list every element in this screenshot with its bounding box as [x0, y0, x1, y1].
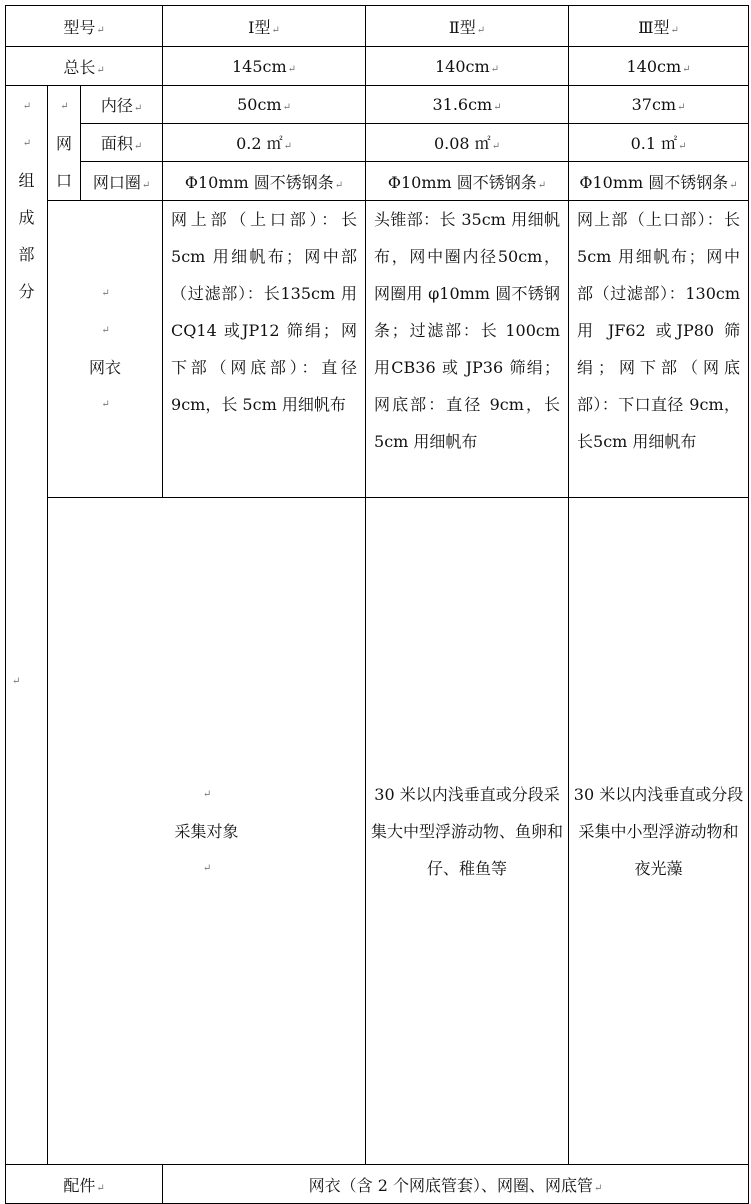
area-row [6, 124, 749, 162]
cell-end-mark: ↵ [537, 179, 547, 191]
cell-end-mark: ↵ [729, 179, 738, 191]
cell-end-mark: ↵ [202, 862, 212, 874]
cell-end-mark: ↵ [202, 788, 212, 800]
inner-diameter-value-1: 50cm [237, 95, 282, 114]
cell-end-mark: ↵ [101, 325, 110, 336]
type-3: Ⅲ型 [638, 17, 670, 37]
target-value-1: 30 米以内浅垂直或分段采集大中型浮游动物、鱼卵和仔、稚鱼等 [371, 784, 564, 878]
cell-end-mark: ↵ [677, 102, 686, 113]
net-body-row [6, 201, 749, 498]
target-value-2: 30 米以内浅垂直或分段采集中小型浮游动物和夜光藻 [573, 784, 744, 878]
mouth-ring-value [163, 162, 366, 201]
cell-end-mark: ↵ [287, 63, 297, 75]
length-value [163, 47, 366, 86]
composition-char: 组 [18, 171, 35, 190]
cell-end-mark: ↵ [282, 102, 291, 113]
cell-end-mark: ↵ [133, 141, 143, 152]
accessories-label: 配件 [63, 1175, 96, 1195]
model-label-cell [6, 6, 163, 47]
header-row [6, 6, 749, 47]
area-value-1: 0.2 ㎡ [236, 134, 283, 153]
length-value [569, 47, 749, 86]
target-label [48, 776, 365, 887]
cell-end-mark: ↵ [493, 102, 502, 113]
type-2-cell [366, 6, 569, 47]
net-body-value-2: 头锥部：长 35cm 用细帆布，网中圈内径50cm，网圈用 φ10mm 圆不锈钢条；过滤部：长 100cm 用CB36 或 JP36 筛绢；网底部：直径 9cm，长5cm 用细帆布 [374, 210, 561, 451]
mouth-char: 网 [55, 133, 72, 153]
cell-end-mark: ↵ [96, 64, 105, 76]
target-value-cell-2 [569, 498, 749, 1165]
paragraph-mark: ↵ [12, 676, 21, 687]
composition-char: 分 [18, 282, 35, 301]
mouth-ring-value [366, 162, 569, 201]
mouth-ring-value-1: Φ10mm 圆不锈钢条 [184, 172, 334, 192]
cell-end-mark: ↵ [682, 63, 691, 75]
mouth-ring-label-cell [81, 162, 163, 201]
mouth-label-cell [48, 86, 81, 201]
net-body-value-cell-2 [366, 201, 569, 498]
inner-diameter-value [163, 86, 366, 124]
length-label: 总长 [63, 57, 96, 77]
net-body-value-cell-1 [163, 201, 366, 498]
cell-end-mark: ↵ [271, 24, 280, 36]
cell-end-mark: ↵ [96, 1182, 105, 1194]
net-body-value-1: 网上部（上口部）：长5cm 用细帆布；网中部（过滤部）：长135cm 用 CQ14 或JP12 筛绢；网下部（网底部）：直径 9cm，长 5cm 用细帆布 [171, 210, 358, 414]
cell-end-mark: ↵ [490, 63, 500, 75]
mouth-char: 口 [55, 170, 72, 190]
area-value-3: 0.1 ㎡ [630, 134, 678, 153]
length-value [366, 47, 569, 86]
area-value [366, 124, 569, 162]
model-label: 型号 [63, 17, 96, 37]
net-body-value-3: 网上部（上口部）：长 5cm 用细帆布；网中部（过滤部）：130cm 用 JF62 或JP80 筛绢；网下部（网底部）：下口直径 9cm，长5cm 用细帆布 [577, 210, 741, 451]
accessories-value-cell [163, 1165, 749, 1204]
type-1-cell [163, 6, 366, 47]
type-2: Ⅱ型 [448, 17, 476, 37]
mouth-ring-value-2: Φ10mm 圆不锈钢条 [387, 172, 537, 192]
spec-table [5, 5, 749, 1204]
cell-end-mark: ↵ [60, 100, 69, 112]
cell-end-mark: ↵ [283, 141, 292, 152]
type-3-cell [569, 6, 749, 47]
target-label-cell [48, 498, 366, 1165]
inner-diameter-value [569, 86, 749, 124]
length-row [6, 47, 749, 86]
accessories-label-cell [6, 1165, 163, 1204]
cell-end-mark: ↵ [678, 141, 687, 152]
inner-diameter-value-2: 31.6cm [432, 95, 493, 114]
cell-end-mark: ↵ [96, 24, 105, 36]
inner-diameter-value [366, 86, 569, 124]
cell-end-mark: ↵ [141, 179, 151, 191]
target-row [6, 498, 749, 1165]
cell-end-mark: ↵ [670, 24, 679, 36]
area-value-2: 0.08 ㎡ [433, 134, 491, 153]
target-value-cell-1 [366, 498, 569, 1165]
length-value-1: 145cm [232, 56, 287, 76]
area-value [163, 124, 366, 162]
length-label-cell [6, 47, 163, 86]
net-body-label-cell [48, 201, 163, 498]
inner-diameter-value-3: 37cm [631, 95, 677, 114]
mouth-label [48, 88, 80, 199]
mouth-ring-value-3: Φ10mm 圆不锈钢条 [579, 172, 729, 192]
mouth-ring-label: 网口圈 [92, 172, 141, 192]
cell-end-mark: ↵ [491, 141, 501, 152]
cell-end-mark: ↵ [101, 399, 110, 410]
cell-end-mark: ↵ [22, 138, 32, 149]
type-1: Ⅰ型 [248, 17, 271, 37]
net-body-label [48, 275, 162, 423]
cell-end-mark: ↵ [476, 24, 486, 36]
net-body-label-text: 网衣 [89, 358, 122, 377]
composition-label-cell [6, 86, 48, 1165]
area-label: 面积 [100, 134, 133, 153]
cell-end-mark: ↵ [594, 1182, 603, 1194]
mouth-ring-row [6, 162, 749, 201]
inner-diameter-row [6, 86, 749, 124]
cell-end-mark: ↵ [133, 103, 143, 114]
length-value-2: 140cm [435, 56, 490, 76]
accessories-value: 网衣（含 2 个网底管套）、网圈、网底管 [308, 1175, 594, 1195]
cell-end-mark: ↵ [101, 288, 110, 299]
accessories-row [6, 1165, 749, 1204]
cell-end-mark: ↵ [22, 101, 32, 112]
length-value-3: 140cm [626, 56, 682, 76]
composition-label [6, 88, 47, 310]
net-body-value-cell-3 [569, 201, 749, 498]
inner-diameter-label: 内径 [100, 96, 133, 115]
cell-end-mark: ↵ [334, 179, 344, 191]
area-label-cell [81, 124, 163, 162]
composition-char: 部 [18, 245, 35, 264]
target-label-text: 采集对象 [174, 821, 239, 841]
inner-diameter-label-cell [81, 86, 163, 124]
composition-char: 成 [18, 208, 35, 227]
area-value [569, 124, 749, 162]
mouth-ring-value [569, 162, 749, 201]
